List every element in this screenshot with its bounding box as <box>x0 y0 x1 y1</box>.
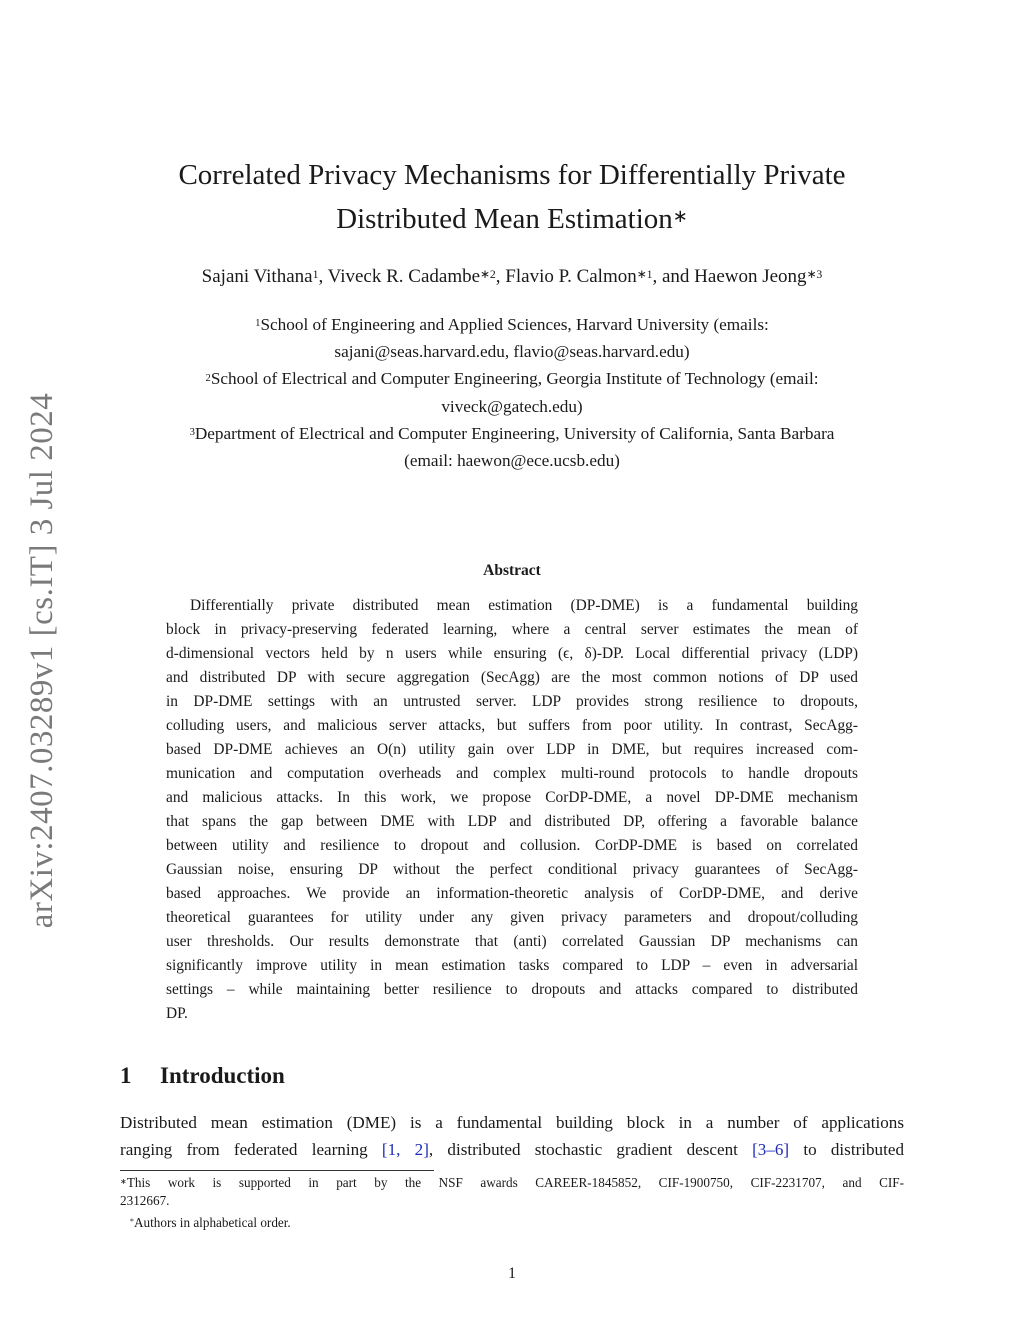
abstract-body <box>166 594 858 1026</box>
footnote-marker: * <box>129 1217 134 1227</box>
author-superscript: ∗3 <box>806 267 823 281</box>
affiliation-2 <box>100 365 924 392</box>
author-superscript: 1 <box>312 267 319 281</box>
affiliation-text: School of Electrical and Computer Engineering, Georgia Institute of Technology (email: <box>210 369 819 389</box>
footnote-text: Authors in alphabetical order. <box>133 1215 291 1230</box>
affiliation-superscript: 2 <box>205 372 211 384</box>
title-footnote-marker: ∗ <box>672 205 688 226</box>
author-name: Flavio P. Calmon <box>505 266 637 287</box>
affiliation-superscript: 1 <box>255 318 261 330</box>
author-name: Haewon Jeong <box>694 266 807 287</box>
affiliation-1 <box>100 311 924 338</box>
abstract-line: in DP-DME settings with an untrusted server. LDP provides strong resilience to dropouts, <box>166 693 858 710</box>
affiliation-1-emails: sajani@seas.harvard.edu, flavio@seas.harvard.edu) <box>334 342 690 362</box>
page-number: 1 <box>508 1265 516 1282</box>
abstract-line: Differentially private distributed mean estimation (DP-DME) is a fundamental building <box>190 597 858 614</box>
author-superscript: ∗2 <box>480 267 496 281</box>
author-name: Viveck R. Cadambe <box>327 266 481 287</box>
abstract-line: block in privacy-preserving federated learning, where a central server estimates the mean of <box>166 621 858 638</box>
author-separator: , <box>495 266 506 287</box>
title-line-2-text: Distributed Mean Estimation <box>336 203 673 235</box>
intro-text: ranging from federated learning <box>120 1140 382 1159</box>
abstract-line: based approaches. We provide an information-theoretic analysis of CorDP-DME, and derive <box>166 885 858 902</box>
citation-link[interactable]: [3–6] <box>752 1140 790 1159</box>
footnote-1 <box>120 1174 904 1192</box>
abstract-line: and malicious attacks. In this work, we propose CorDP-DME, a novel DP-DME mechanism <box>166 789 858 806</box>
affiliation-text: School of Engineering and Applied Sciences, Harvard University (emails: <box>260 315 769 334</box>
affiliation-2-emails: viveck@gatech.edu) <box>441 396 583 416</box>
abstract-line: significantly improve utility in mean estimation tasks compared to LDP – even in adversarial <box>166 957 858 974</box>
title-line-1: Correlated Privacy Mechanisms for Differentially Private <box>178 159 846 191</box>
footnotes <box>120 1174 904 1232</box>
title-line-2 <box>130 197 894 241</box>
abstract-line: colluding users, and malicious server attacks, but suffers from poor utility. In contrast, SecAgg- <box>166 717 858 734</box>
affiliation-superscript: 3 <box>189 427 195 439</box>
affiliation-3 <box>100 420 924 447</box>
affiliation-3-emails: (email: haewon@ece.ucsb.edu) <box>404 451 620 471</box>
introduction-body <box>120 1109 904 1163</box>
intro-line: Distributed mean estimation (DME) is a fundamental building block in a number of applications <box>120 1113 904 1132</box>
affiliation-text: Department of Electrical and Computer Engineering, University of California, Santa Barbara <box>194 423 835 443</box>
abstract-line: and distributed DP with secure aggregation (SecAgg) are the most common notions of DP used <box>166 669 858 686</box>
section-title: Introduction <box>160 1063 285 1088</box>
author-separator: , <box>318 266 328 287</box>
footnote-divider <box>120 1170 434 1171</box>
author-list <box>100 265 924 289</box>
abstract-line: that spans the gap between DME with LDP and distributed DP, offering a favorable balance <box>166 813 858 830</box>
abstract-line: DP. <box>166 1005 188 1022</box>
abstract-line: Gaussian noise, ensuring DP without the perfect conditional privacy guarantees of SecAgg- <box>166 861 858 878</box>
intro-text: to distributed <box>789 1140 904 1159</box>
citation-link[interactable]: [1, 2] <box>381 1140 429 1159</box>
author-separator: , and <box>652 266 695 287</box>
paper-title <box>130 153 894 241</box>
abstract-line: between utility and resilience to dropout and collusion. CorDP-DME is based on correlated <box>166 837 858 854</box>
abstract-line: settings – while maintaining better resilience to dropouts and attacks compared to distributed <box>166 981 858 998</box>
arxiv-identifier-stamp <box>18 390 68 930</box>
arxiv-identifier-text: arXiv:2407.03289v1 [cs.IT] 3 Jul 2024 <box>24 392 61 928</box>
footnote-marker: ∗ <box>120 1177 127 1187</box>
abstract-line: munication and computation overheads and complex multi-round protocols to handle dropouts <box>166 765 858 782</box>
affiliation-list <box>100 311 924 474</box>
abstract-line: based DP-DME achieves an O(n) utility gain over LDP in DME, but requires increased com- <box>166 741 858 758</box>
footnote-1-continued: 2312667. <box>120 1193 170 1208</box>
abstract-line: d-dimensional vectors held by n users while ensuring (ϵ, δ)-DP. Local differential privacy (LDP) <box>166 645 858 662</box>
footnote-2 <box>120 1214 904 1232</box>
author-name: Sajani Vithana <box>201 266 313 287</box>
abstract-heading: Abstract <box>483 562 541 579</box>
intro-line <box>120 1136 904 1163</box>
section-number: 1 <box>120 1063 132 1088</box>
abstract-line: user thresholds. Our results demonstrate that (anti) correlated Gaussian DP mechanisms can <box>166 933 858 950</box>
author-superscript: ∗1 <box>636 267 653 281</box>
section-heading-introduction <box>120 1061 720 1091</box>
abstract-line: theoretical guarantees for utility under any given privacy parameters and dropout/colluding <box>166 909 858 926</box>
footnote-text: This work is supported in part by the NSF awards CAREER-1845852, CIF-1900750, CIF-2231707, and CIF- <box>126 1175 904 1190</box>
intro-text: , distributed stochastic gradient descent <box>428 1140 753 1159</box>
